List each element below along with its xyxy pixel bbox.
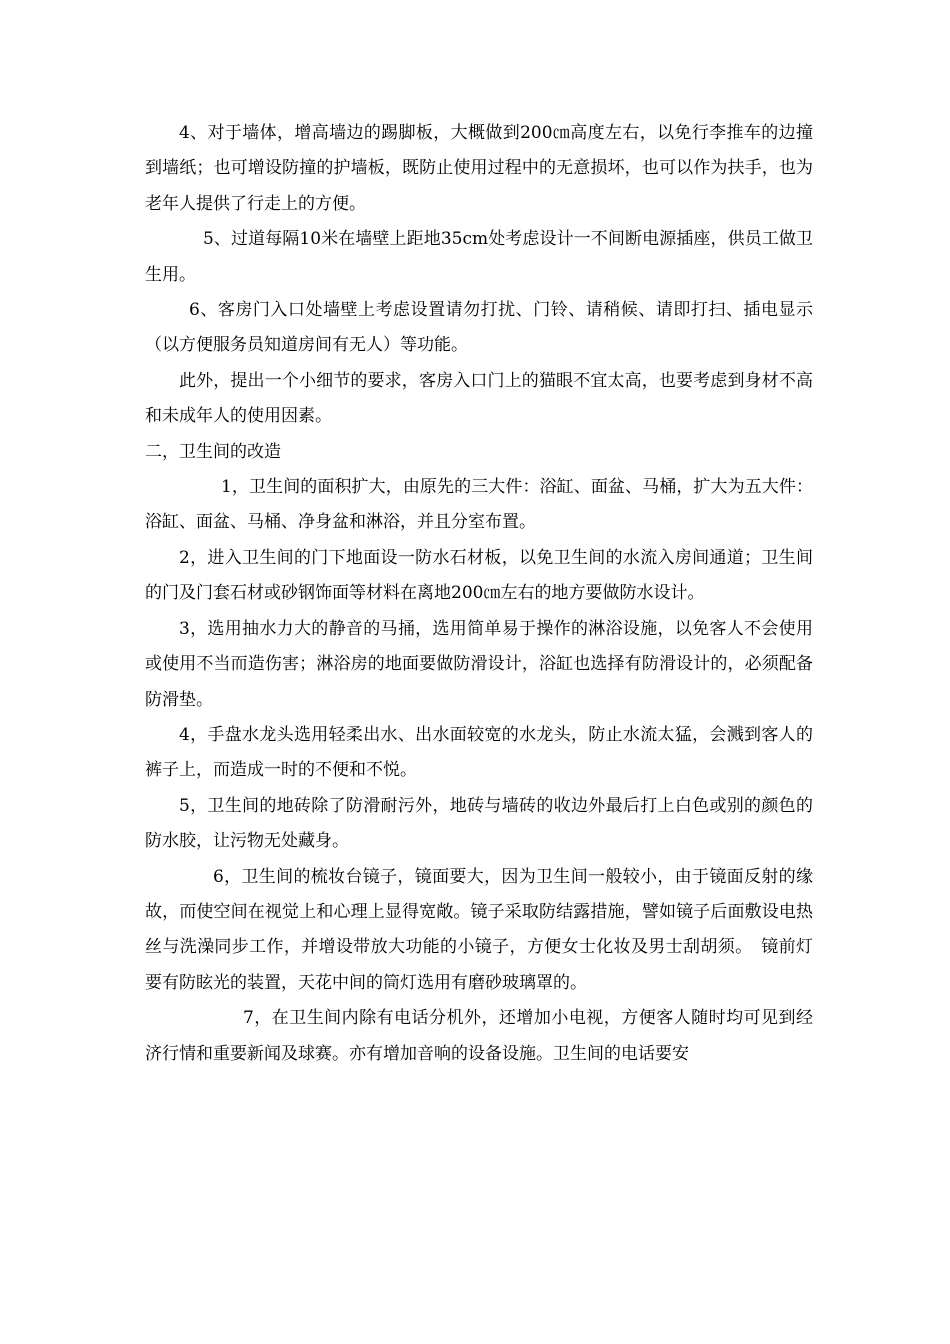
paragraph-peephole: 此外，提出一个小细节的要求，客房入口门上的猫眼不宜太高，也要考虑到身材不高和未成年人的使用因素。 [145, 370, 813, 427]
paragraph-bathroom-tv: 7，在卫生间内除有电话分机外，还增加小电视，方便客人随时均可见到经济行情和重要新闻及球赛。亦有增加音响的设备设施。卫生间的电话要安 [145, 1008, 813, 1064]
paragraph-faucet: 4，手盘水龙头选用轻柔出水、出水面较宽的水龙头，防止水流太猛，会溅到客人的裤子上，而造成一时的不便和不悦。 [145, 724, 813, 781]
paragraph-corridor-socket: 5、过道每隔10米在墙壁上距地35cm处考虑设计一不间断电源插座，供员工做卫生用。 [145, 229, 813, 285]
paragraph-waterproof-sill: 2，进入卫生间的门下地面设一防水石材板，以免卫生间的水流入房间通道；卫生间的门及门套石材或砂钢饰面等材料在离地200㎝左右的地方要做防水设计。 [145, 547, 813, 604]
paragraph-toilet-shower: 3，选用抽水力大的静音的马捅，选用简单易于操作的淋浴设施，以免客人不会使用或使用不当而造伤害；淋浴房的地面要做防滑设计，浴缸也选择有防滑设计的，必须配备防滑垫。 [145, 618, 813, 710]
paragraph-door-indicators: 6、客房门入口处墙壁上考虑设置请勿打扰、门铃、请稍候、请即打扫、插电显示（以方便服务员知道房间有无人）等功能。 [145, 300, 813, 356]
document-body [145, 116, 813, 1072]
paragraph-wall-baseboard: 4、对于墙体，增高墙边的踢脚板，大概做到200㎝高度左右，以免行李推车的边撞到墙纸；也可增设防撞的护墙板，既防止使用过程中的无意损坏，也可以作为扶手，也为老年人提供了行走上的方便。 [145, 123, 813, 214]
paragraph-floor-tiles: 5，卫生间的地砖除了防滑耐污外，地砖与墙砖的收边外最后打上白色或别的颜色的防水胶，让污物无处藏身。 [145, 795, 813, 852]
paragraph-bathroom-area: 1，卫生间的面积扩大，由原先的三大件：浴缸、面盆、马桶，扩大为五大件：浴缸、面盆、马桶、净身盆和淋浴，并且分室布置。 [145, 477, 813, 533]
paragraph-mirror: 6，卫生间的梳妆台镜子，镜面要大，因为卫生间一般较小，由于镜面反射的缘故，而使空间在视觉上和心理上显得宽敞。镜子采取防结露措施，譬如镜子后面敷设电热丝与洗澡同步工作，并增设带放大功能的小镜子，方便女士化妆及男士刮胡须。 镜前灯要有防眩光的装置，天花中间的筒灯选用有磨砂玻璃罩的。 [145, 866, 813, 993]
section-heading-bathroom: 二，卫生间的改造 [145, 441, 281, 462]
